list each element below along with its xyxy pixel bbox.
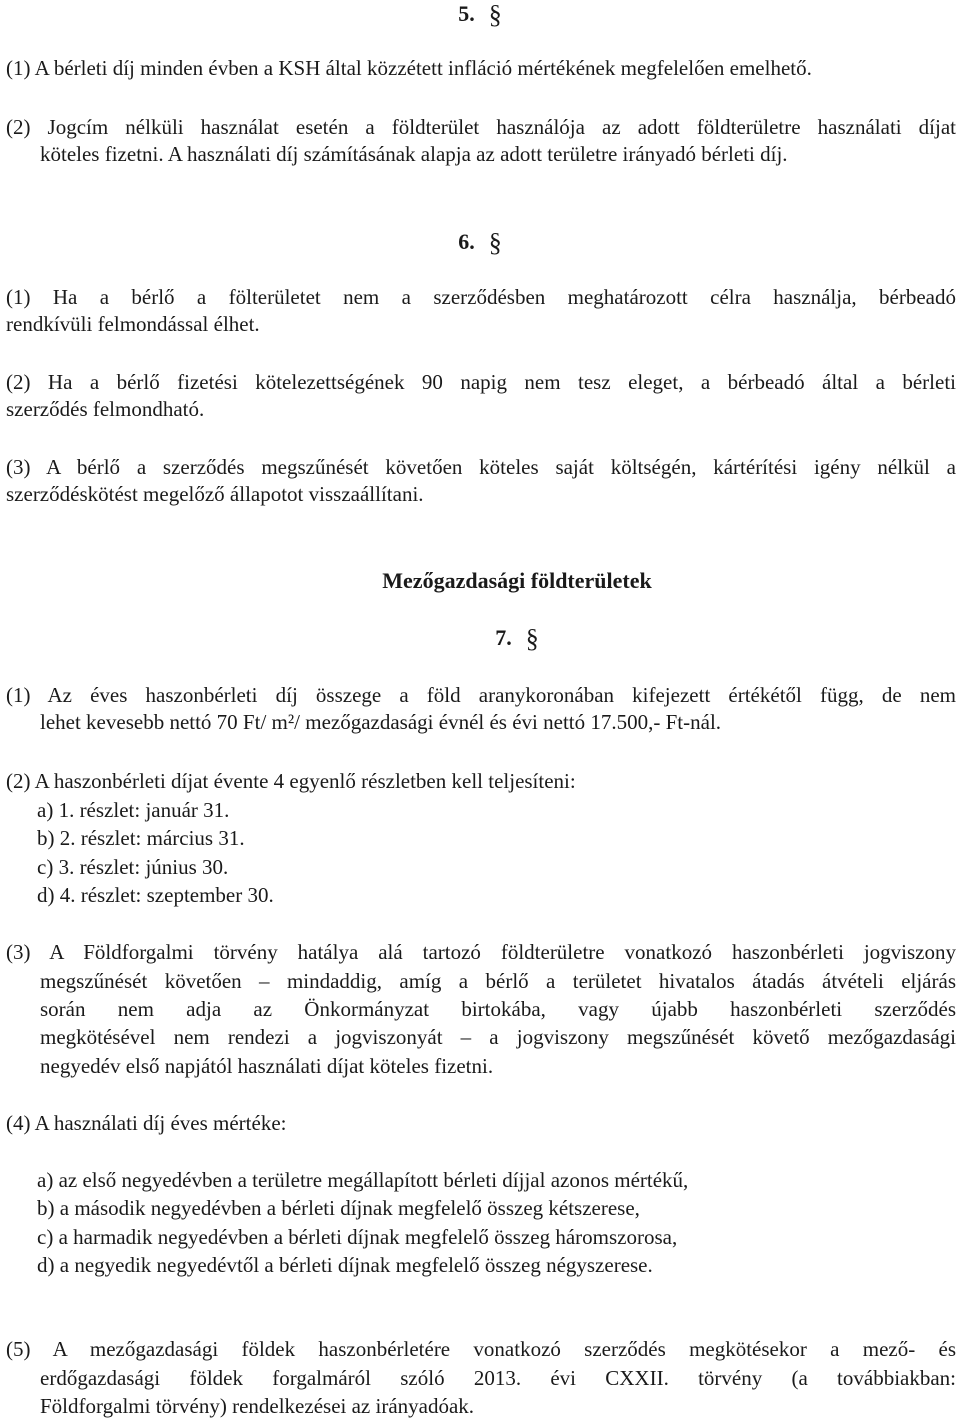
s7-p2: (2) A haszonbérleti díjat évente 4 egyenlő részletben kell teljesíteni: [6, 769, 576, 793]
s6-p2-line1: (2) Ha a bérlő fizetési kötelezettségének 90 napig nem tesz eleget, a bérbeadó által a bérleti [6, 370, 956, 394]
s6-p3-line2: szerződéskötést megelőző állapotot visszaállítani. [6, 482, 424, 506]
s7-p2-item-b: b) 2. részlet: március 31. [37, 826, 245, 850]
s6-p1-line2: rendkívüli felmondással élhet. [6, 312, 260, 336]
s7-p4: (4) A használati díj éves mértéke: [6, 1111, 287, 1135]
section-6-heading [0, 228, 960, 255]
s7-p4-item-a: a) az első negyedévben a területre megállapított bérleti díjjal azonos mértékű, [37, 1168, 689, 1192]
paragraph-sign-icon: § [488, 0, 502, 29]
s7-p1-line1: (1) Az éves haszonbérleti díj összege a föld aranykoronában kifejezett értékétől függ, de nem [6, 683, 956, 707]
section-number: 7. [495, 625, 512, 650]
s7-p3-line4: megkötésével nem rendezi a jogviszonyát – a jogviszony megszűnését követő mezőgazdasági [40, 1025, 956, 1049]
s7-p3-line3: során nem adja az Önkormányzat birtokába, vagy újabb haszonbérleti szerződés [40, 997, 956, 1021]
paragraph-sign-icon: § [525, 624, 539, 653]
s7-p2-item-c: c) 3. részlet: június 30. [37, 855, 229, 879]
s6-p2-line2: szerződés felmondható. [6, 397, 205, 421]
s7-p2-item-a: a) 1. részlet: január 31. [37, 798, 230, 822]
s7-p4-item-d: d) a negyedik negyedévtől a bérleti díjnak megfelelő összeg négyszerese. [37, 1253, 653, 1277]
section-number: 6. [458, 229, 475, 254]
paragraph-sign-icon: § [488, 228, 502, 257]
s7-p1-line2: lehet kevesebb nettó 70 Ft/ m²/ mezőgazdasági évnél és évi nettó 17.500,- Ft-nál. [40, 710, 722, 734]
s6-p1-line1: (1) Ha a bérlő a fölterületet nem a szerződésben meghatározott célra használja, bérbeadó [6, 285, 956, 309]
s7-p2-item-d: d) 4. részlet: szeptember 30. [37, 883, 274, 907]
s7-p3-line2: megszűnését követően – mindaddig, amíg a bérlő a területet hivatalos átadás átvételi eljárás [40, 969, 956, 993]
s7-p4-item-b: b) a második negyedévben a bérleti díjnak megfelelő összeg kétszerese, [37, 1196, 640, 1220]
s5-p1: (1) A bérleti díj minden évben a KSH által közzétett infláció mértékének megfelelően emelhető. [6, 56, 812, 80]
section-number: 5. [458, 1, 475, 26]
s7-p3-line1: (3) A Földforgalmi törvény hatálya alá tartozó földterületre vonatkozó haszonbérleti jogviszony [6, 940, 956, 964]
s7-p5-line1: (5) A mezőgazdasági földek haszonbérletére vonatkozó szerződés megkötésekor a mező- és [6, 1337, 956, 1361]
section-5-heading [0, 0, 960, 27]
s5-p2-line2: köteles fizetni. A használati díj számításának alapja az adott területre irányadó bérleti díj. [40, 142, 788, 166]
section-7-heading [37, 624, 960, 651]
s7-p3-line5: negyedév első napjától használati díjat köteles fizetni. [40, 1054, 494, 1078]
s5-p2-line1: (2) Jogcím nélküli használat esetén a földterület használója az adott földterületre használati díjat [6, 115, 956, 139]
chapter-heading: Mezőgazdasági földterületek [382, 568, 652, 593]
s7-p5-line2: erdőgazdasági földek forgalmáról szóló 2013. évi CXXII. törvény (a továbbiakban: [40, 1366, 956, 1390]
s7-p5-line3: Földforgalmi törvény) rendelkezései az irányadóak. [40, 1394, 475, 1418]
s6-p3-line1: (3) A bérlő a szerződés megszűnését követően köteles saját költségén, kártérítési igény nélkül a [6, 455, 956, 479]
s7-p4-item-c: c) a harmadik negyedévben a bérleti díjnak megfelelő összeg háromszorosa, [37, 1225, 678, 1249]
